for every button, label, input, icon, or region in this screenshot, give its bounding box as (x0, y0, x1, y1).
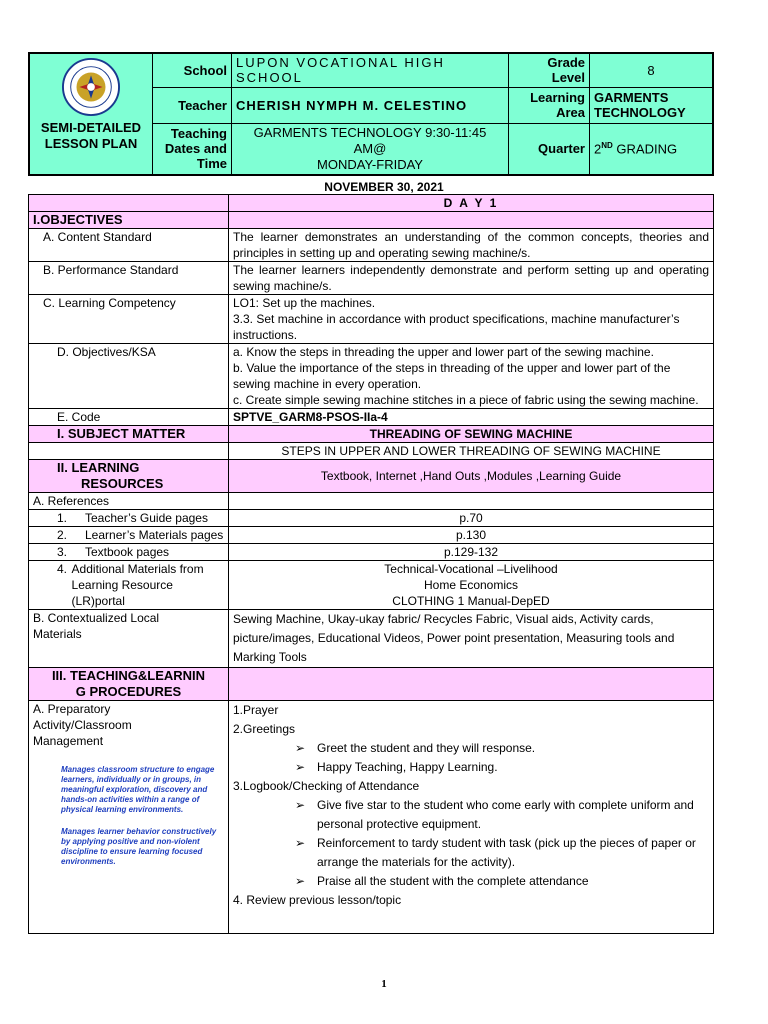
reference-item-text: Textbook pages (85, 545, 170, 559)
behavior-note: Manages learner behavior constructively by applying positive and non-violent discipline to ensure learning focused environments. (61, 827, 217, 866)
area-value (590, 87, 714, 123)
list-item (233, 872, 709, 891)
resources-heading-value: Textbook, Internet ,Hand Outs ,Modules ,Learning Guide (229, 460, 714, 493)
competency-line: 3.3. Set machine in accordance with product specifications, machine manufacturer’s instructions. (233, 312, 680, 342)
competency-value (229, 295, 714, 344)
ksa-line: c. Create simple sewing machine stitches in a piece of fabric using the sewing machine. (233, 393, 699, 407)
reference-item-num: 1. (57, 511, 68, 525)
area-value-line1: GARMENTS (594, 90, 669, 105)
ksa-line: a. Know the steps in threading the upper and lower part of the sewing machine. (233, 345, 654, 359)
dates-value (232, 123, 509, 175)
objectives-heading-row (29, 212, 714, 229)
additional-materials-num: 4. (57, 562, 68, 576)
teacher-value: CHERISH NYMPH M. CELESTINO (232, 87, 509, 123)
resources-heading-line2: RESOURCES (81, 476, 164, 491)
local-materials-label (29, 610, 229, 668)
local-materials-value: Sewing Machine, Ukay-ukay fabric/ Recycles Fabric, Visual aids, Activity cards, picture/images, Educational Videos, Power point presentation, Measuring tools and Marking Tools (229, 610, 714, 668)
list-item-text: Give five star to the student who come early with complete uniform and personal protective equipment. (317, 798, 694, 831)
preparatory-row (29, 701, 714, 934)
code-label: E. Code (29, 409, 229, 426)
additional-materials-row (29, 561, 714, 610)
list-item-text: Reinforcement to tardy student with task (pick up the pieces of paper or arrange the materials for the activity). (317, 836, 696, 869)
day-row (29, 195, 714, 212)
performance-standard-value: The learner learners independently demonstrate and perform setting up and operating sewing machine/s. (229, 262, 714, 295)
subject-matter-row (29, 426, 714, 443)
reference-item-label (29, 510, 229, 527)
ksa-row (29, 344, 714, 409)
procedures-heading-row (29, 668, 714, 701)
lesson-plan-title-line2: LESSON PLAN (44, 136, 138, 151)
subject-matter-title: THREADING OF SEWING MACHINE (229, 426, 714, 443)
content-standard-value: The learner demonstrates an understanding of the common concepts, theories and principles in setting up and operating sewing machine/s. (229, 229, 714, 262)
header-table (28, 52, 714, 176)
dates-label-line2: Dates and (164, 141, 227, 157)
list-item-text: Happy Teaching, Happy Learning. (317, 760, 498, 774)
arrow-bullet-icon: ➢ (295, 836, 306, 850)
lesson-date: NOVEMBER 30, 2021 (324, 180, 444, 194)
area-label (509, 87, 590, 123)
procedures-heading-line2: G PROCEDURES (75, 684, 182, 699)
additional-materials-label (29, 561, 229, 610)
ksa-line: b. Value the importance of the steps in threading of the upper and lower part of the sewing machine in every operation. (233, 361, 671, 391)
preparatory-cell (29, 701, 229, 934)
resources-heading (29, 460, 229, 493)
step-logbook: 3.Logbook/Checking of Attendance (233, 779, 420, 793)
reference-item-row (29, 510, 714, 527)
procedures-heading-line1: III. TEACHING&LEARNIN (51, 668, 206, 683)
reference-item-label (29, 544, 229, 561)
day-label: D A Y 1 (229, 195, 714, 212)
step-review: 4. Review previous lesson/topic (233, 893, 402, 907)
list-item (233, 796, 709, 834)
classroom-note: Manages classroom structure to engage learners, individually or in groups, in meaningful exploration, discovery and hands-on activities within a range of physical learning environments. (61, 765, 215, 814)
logo-cell (29, 53, 153, 175)
list-item (233, 834, 709, 872)
quarter-label: Quarter (509, 123, 590, 175)
reference-item-text: Teacher’s Guide pages (85, 511, 208, 525)
quarter-grading: GRADING (612, 141, 678, 157)
grade-label-line2: Level (551, 70, 585, 86)
reference-item-row (29, 544, 714, 561)
dates-label-line3: Time (196, 156, 227, 172)
local-materials-text: B. Contextualized Local Materials (33, 611, 160, 641)
competency-line: LO1: Set up the machines. (233, 296, 376, 310)
ksa-label: D. Objectives/KSA (29, 344, 229, 409)
lesson-plan-title-line1: SEMI-DETAILED (40, 120, 142, 135)
objectives-heading: I.OBJECTIVES (29, 212, 229, 229)
dates-label-line1: Teaching (170, 126, 227, 142)
lesson-table (28, 194, 714, 934)
subject-matter-subtitle-row (29, 443, 714, 460)
procedures-heading (29, 668, 229, 701)
code-value: SPTVE_GARM8-PSOS-IIa-4 (229, 409, 714, 426)
school-label: School (153, 53, 232, 87)
performance-standard-row (29, 262, 714, 295)
performance-standard-label: B. Performance Standard (29, 262, 229, 295)
dates-label (153, 123, 232, 175)
arrow-bullet-icon: ➢ (295, 760, 306, 774)
resources-heading-row (29, 460, 714, 493)
resources-heading-line1: II. LEARNING (57, 460, 140, 475)
additional-materials-line: CLOTHING 1 Manual-DepED (392, 594, 550, 608)
additional-materials-value (229, 561, 714, 610)
page-number: 1 (381, 978, 387, 990)
area-label-line2: Area (556, 105, 585, 120)
reference-item-num: 2. (57, 528, 68, 542)
references-row (29, 493, 714, 510)
arrow-bullet-icon: ➢ (295, 874, 306, 888)
grade-value: 8 (590, 53, 714, 87)
competency-label: C. Learning Competency (29, 295, 229, 344)
area-label-line1: Learning (530, 90, 585, 105)
teacher-label: Teacher (153, 87, 232, 123)
area-value-line2: TECHNOLOGY (594, 105, 686, 120)
reference-item-value: p.129-132 (229, 544, 714, 561)
dates-value-line2: MONDAY-FRIDAY (317, 156, 423, 172)
list-item (233, 758, 709, 777)
grade-label (509, 53, 590, 87)
additional-materials-line: Technical-Vocational –Livelihood (384, 562, 558, 576)
quarter-value (590, 123, 714, 175)
grade-label-line1: Grade (547, 55, 585, 71)
code-row (29, 409, 714, 426)
arrow-bullet-icon: ➢ (295, 741, 306, 755)
reference-item-label (29, 527, 229, 544)
subject-matter-subtitle: STEPS IN UPPER AND LOWER THREADING OF SEWING MACHINE (229, 443, 714, 460)
additional-materials-text: Additional Materials from Learning Resource (LR)portal (71, 562, 204, 608)
competency-row (29, 295, 714, 344)
additional-materials-line: Home Economics (423, 578, 519, 592)
reference-item-row (29, 527, 714, 544)
step-greetings: 2.Greetings (233, 722, 296, 736)
references-label: A. References (29, 493, 229, 510)
subject-matter-heading: I. SUBJECT MATTER (29, 426, 229, 443)
quarter-number: 2 (594, 141, 602, 157)
dates-value-line1: GARMENTS TECHNOLOGY 9:30-11:45 AM@ (253, 124, 487, 156)
reference-item-value: p.70 (229, 510, 714, 527)
reference-item-num: 3. (57, 545, 68, 559)
deped-seal-icon (62, 58, 120, 116)
reference-item-value: p.130 (229, 527, 714, 544)
quarter-suffix: ND (601, 141, 613, 151)
preparatory-label: A. Preparatory Activity/Classroom Management (33, 702, 132, 748)
local-materials-row (29, 610, 714, 668)
list-item-text: Greet the student and they will response. (317, 741, 536, 755)
school-value: LUPON VOCATIONAL HIGH SCHOOL (232, 53, 509, 87)
reference-item-text: Learner’s Materials pages (85, 528, 224, 542)
step-prayer: 1.Prayer (233, 703, 279, 717)
ksa-value (229, 344, 714, 409)
content-standard-row (29, 229, 714, 262)
arrow-bullet-icon: ➢ (295, 798, 306, 812)
content-standard-label: A. Content Standard (29, 229, 229, 262)
list-item-text: Praise all the student with the complete attendance (317, 874, 589, 888)
list-item (233, 739, 709, 758)
preparatory-steps (229, 701, 714, 934)
